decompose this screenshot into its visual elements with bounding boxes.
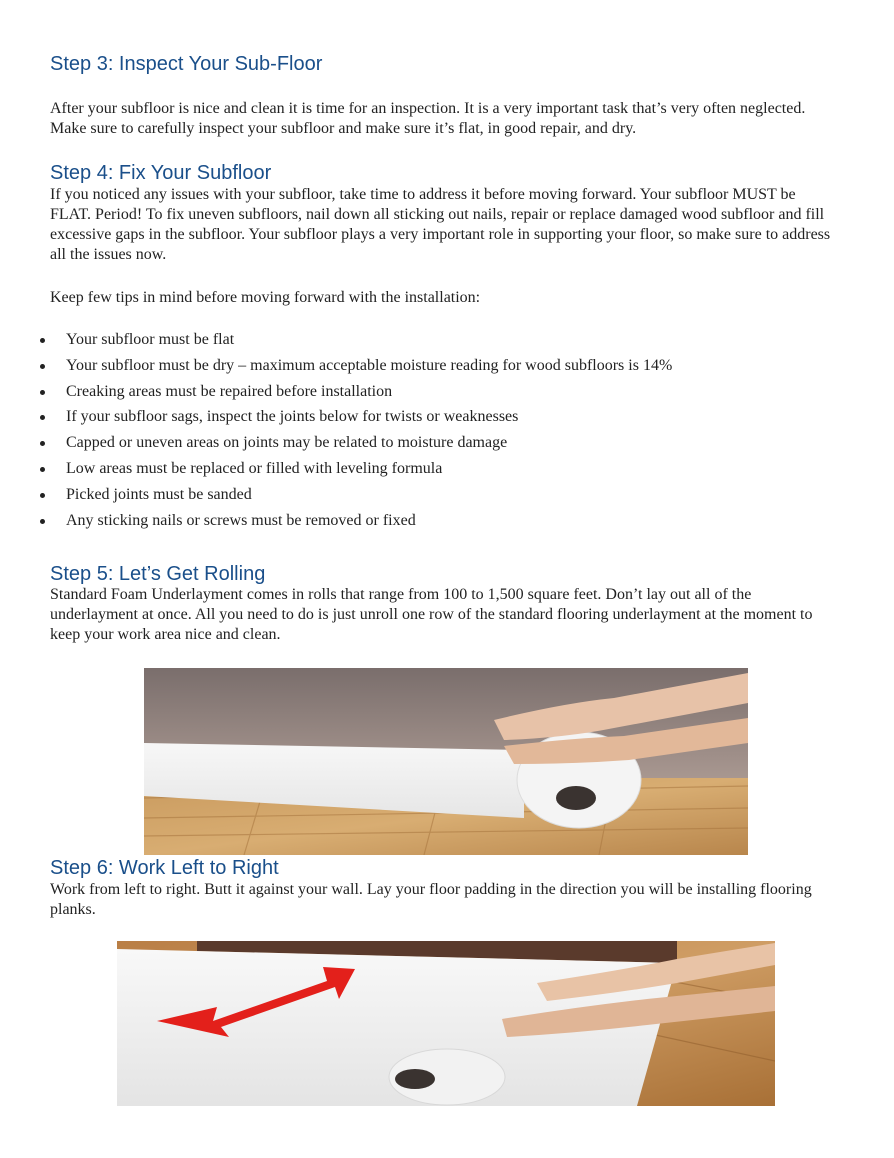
tips-list xyxy=(0,330,860,536)
step6-text: Work from left to right. Butt it against your wall. Lay your floor padding in the direction you will be installing flooring planks. xyxy=(50,881,812,918)
list-item: Capped or uneven areas on joints may be related to moisture damage xyxy=(0,433,860,459)
step4-text: If you noticed any issues with your subfloor, take time to address it before moving forward. Your subfloor MUST be FLAT. Period! To fix uneven subfloors, nail down all sticking out nails, repair or replace damaged wood subfloor and fill excessive gaps in the subfloor. Your subfloor plays a very important role in supporting your floor, so make sure to address all the issues now. xyxy=(50,186,831,263)
list-item: Low areas must be replaced or filled with leveling formula xyxy=(0,459,860,485)
underlayment-unroll-photo xyxy=(144,668,748,855)
bullet-icon xyxy=(40,338,45,343)
step6-heading: Step 6: Work Left to Right xyxy=(50,857,279,879)
bullet-icon xyxy=(40,519,45,524)
bullet-icon xyxy=(40,441,45,446)
step5-heading: Step 5: Let’s Get Rolling xyxy=(50,563,266,585)
bullet-icon xyxy=(40,467,45,472)
list-item: If your subfloor sags, inspect the joints below for twists or weaknesses xyxy=(0,407,860,433)
list-item: Picked joints must be sanded xyxy=(0,485,860,511)
step5-text: Standard Foam Underlayment comes in rolls that range from 100 to 1,500 square feet. Don’t lay out all of the underlayment at once. All you need to do is just unroll one row of the standard flooring underlayment at the moment to keep your work area nice and clean. xyxy=(50,586,813,643)
list-item: Your subfloor must be flat xyxy=(0,330,860,356)
list-item: Creaking areas must be repaired before installation xyxy=(0,382,860,408)
bullet-icon xyxy=(40,364,45,369)
list-item: Your subfloor must be dry – maximum acceptable moisture reading for wood subfloors is 14% xyxy=(0,356,860,382)
bullet-icon xyxy=(40,415,45,420)
step3-heading: Step 3: Inspect Your Sub-Floor xyxy=(50,53,323,75)
bullet-icon xyxy=(40,390,45,395)
list-item: Any sticking nails or screws must be removed or fixed xyxy=(0,511,860,537)
left-to-right-photo xyxy=(117,941,775,1106)
bullet-icon xyxy=(40,493,45,498)
step4-heading: Step 4: Fix Your Subfloor xyxy=(50,162,272,184)
unroll-photo-illustration xyxy=(144,668,748,855)
tips-intro: Keep few tips in mind before moving forward with the installation: xyxy=(50,289,481,306)
step3-text: After your subfloor is nice and clean it is time for an inspection. It is a very important task that’s very often neglected. Make sure to carefully inspect your subfloor and make sure it’s flat, in good repair, and dry. xyxy=(50,100,806,137)
left-to-right-illustration xyxy=(117,941,775,1106)
